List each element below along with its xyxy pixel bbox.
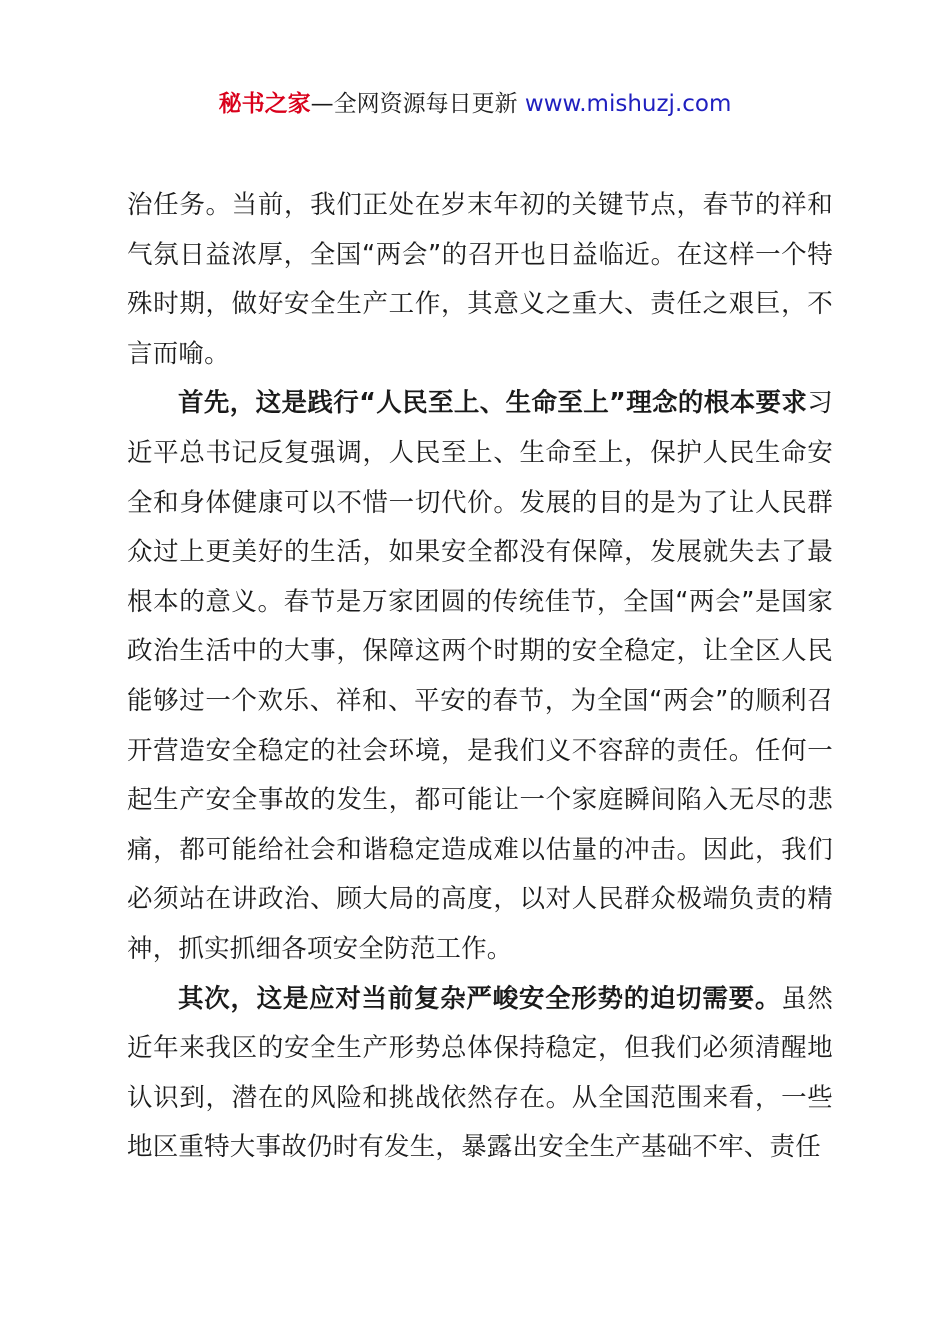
brand-name: 秘书之家 — [218, 91, 311, 117]
paragraph-lead: 其次，这是应对当前复杂严峻安全形势的迫切需要。 — [178, 983, 782, 1014]
paragraph-3 — [127, 975, 833, 1173]
paragraph-text: 虽然近年来我区的安全生产形势总体保持稳定，但我们必须清醒地认识到，潜在的风险和挑战依然存在。从全国范围来看，一些地区重特大事故仍时有发生，暴露出安全生产基础不牢、责任 — [127, 983, 833, 1163]
header-tagline: —全网资源每日更新 — [310, 91, 525, 117]
site-url-link[interactable]: www.mishuzj.com — [524, 91, 732, 117]
document-body — [127, 181, 833, 1173]
paragraph-1 — [127, 181, 833, 379]
paragraph-text: 习近平总书记反复强调，人民至上、生命至上，保护人民生命安全和身体健康可以不惜一切代价。发展的目的是为了让人民群众过上更美好的生活，如果安全都没有保障，发展就失去了最根本的意义。春节是万家团圆的传统佳节，全国“两会”是国家政治生活中的大事，保障这两个时期的安全稳定，让全区人民能够过一个欢乐、祥和、平安的春节，为全国“两会”的顺利召开营造安全稳定的社会环境，是我们义不容辞的责任。任何一起生产安全事故的发生，都可能让一个家庭瞬间陷入无尽的悲痛，都可能给社会和谐稳定造成难以估量的冲击。因此，我们必须站在讲政治、顾大局的高度，以对人民群众极端负责的精神，抓实抓细各项安全防范工作。 — [127, 388, 833, 964]
paragraph-2 — [127, 379, 833, 974]
page-header — [0, 88, 950, 120]
paragraph-text: 治任务。当前，我们正处在岁末年初的关键节点，春节的祥和气氛日益浓厚，全国“两会”的召开也日益临近。在这样一个特殊时期，做好安全生产工作，其意义之重大、责任之艰巨，不言而喻。 — [127, 190, 833, 369]
paragraph-lead: 首先，这是践行“人民至上、生命至上”理念的根本要求 — [178, 388, 808, 419]
